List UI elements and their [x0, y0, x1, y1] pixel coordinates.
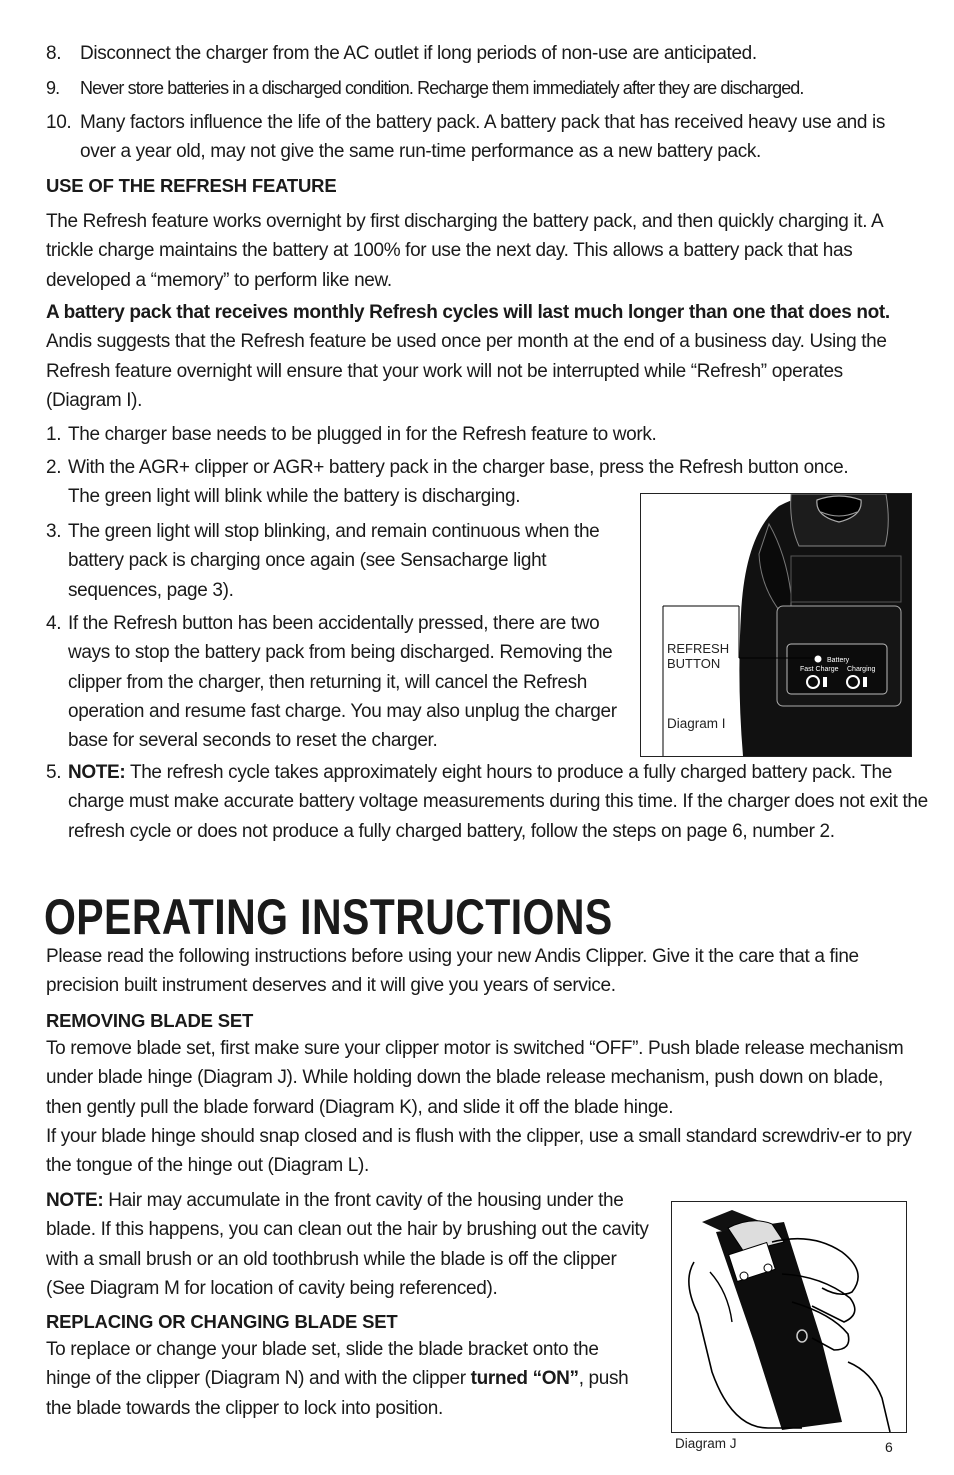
replacing-heading: REPLACING OR CHANGING BLADE SET — [46, 1311, 398, 1332]
battery-label: Battery — [827, 657, 850, 664]
refresh-step-2: 2. With the AGR+ clipper or AGR+ battery pack in the charger base, press the Refresh button once. The green light will blink while the battery is discharging. — [46, 457, 849, 508]
refresh-paragraph-2: A battery pack that receives monthly Refresh cycles will last much longer than one that does not. Andis suggests that the Refresh feature be used once per month at the end of a business day. Using the Refresh feature overnight will ensure that your work will not be interrupted while “Refresh” operates (Diagram I). — [46, 302, 890, 411]
diagram-j-caption: Diagram J — [675, 1436, 737, 1451]
note-paragraph: NOTE: Hair may accumulate in the front cavity of the housing under the blade. If this happens, you can clean out the hair by brushing out the cavity with a small brush or an old toothbrush while the blade is off the clipper (See Diagram M for location of cavity being referenced). — [46, 1190, 649, 1299]
diagram-i — [640, 493, 912, 757]
refresh-step-3: 3. The green light will stop blinking, and remain continuous when the battery pack is charging once again (see Sensacharge light sequences, page 3). — [46, 521, 600, 601]
removing-heading: REMOVING BLADE SET — [46, 1010, 254, 1031]
removing-paragraph-2: If your blade hinge should snap closed and is flush with the clipper, use a small standard screwdriv-er to pry the tongue of the hinge out (Diagram L). — [46, 1126, 912, 1177]
refresh-step-4: 4. If the Refresh button has been accidentally pressed, there are two ways to stop the battery pack from being discharged. Removing the clipper from the charger, then returning it, will cancel the Refresh operation and resume fast charge. You may also unplug the charger base for several seconds to reset the charger. — [46, 613, 617, 752]
diagram-i-caption: Diagram I — [667, 716, 726, 731]
clipper-hand-illustration — [672, 1202, 906, 1432]
fast-charge-label: Fast Charge — [800, 666, 839, 673]
list-item-8: 8. Disconnect the charger from the AC outlet if long periods of non-use are anticipated. — [46, 43, 757, 64]
button-label: BUTTON — [667, 656, 721, 671]
replacing-paragraph: To replace or change your blade set, slide the blade bracket onto the hinge of the clipper (Diagram N) and with the clipper turned “ON”, push the blade towards the clipper to lock into position. — [46, 1339, 629, 1419]
operating-intro: Please read the following instructions before using your new Andis Clipper. Give it the care that a fine precision built instrument deserves and it will give you years of service. — [46, 946, 859, 997]
charging-label: Charging — [847, 666, 876, 673]
removing-paragraph-1: To remove blade set, first make sure your clipper motor is switched “OFF”. Push blade release mechanism under blade hinge (Diagram J). While holding down the blade release mechanism, push down on blade, then gently pull the blade forward (Diagram K), and slide it off the blade hinge. — [46, 1038, 904, 1118]
diagram-j — [671, 1201, 907, 1433]
list-item-10: 10. Many factors influence the life of the battery pack. A battery pack that has received heavy use and is over a year old, may not give the same run-time performance as a new battery pack. — [46, 112, 886, 163]
page-number: 6 — [885, 1439, 893, 1455]
refresh-emphasis: A battery pack that receives monthly Refresh cycles will last much longer than one that does not. — [46, 302, 890, 323]
refresh-step-5: 5. NOTE: The refresh cycle takes approximately eight hours to produce a fully charged battery pack. The charge must make accurate battery voltage measurements during this time. If the charger does not exit the refresh cycle or does not produce a fully charged battery, follow the steps on page 6, number 2. — [46, 762, 928, 842]
refresh-heading: USE OF THE REFRESH FEATURE — [46, 175, 337, 196]
refresh-paragraph-1: The Refresh feature works overnight by first discharging the battery pack, and then quickly charging it. A trickle charge maintains the battery at 100% for use the next day. This allows a battery pack that has developed a “memory” to perform like new. — [46, 211, 883, 291]
list-item-9: 9. Never store batteries in a discharged condition. Recharge them immediately after they are discharged. — [46, 78, 804, 98]
refresh-step-1: 1. The charger base needs to be plugged in for the Refresh feature to work. — [46, 424, 657, 445]
refresh-label: REFRESH — [667, 641, 730, 656]
page-title: OPERATING INSTRUCTIONS — [44, 889, 613, 945]
